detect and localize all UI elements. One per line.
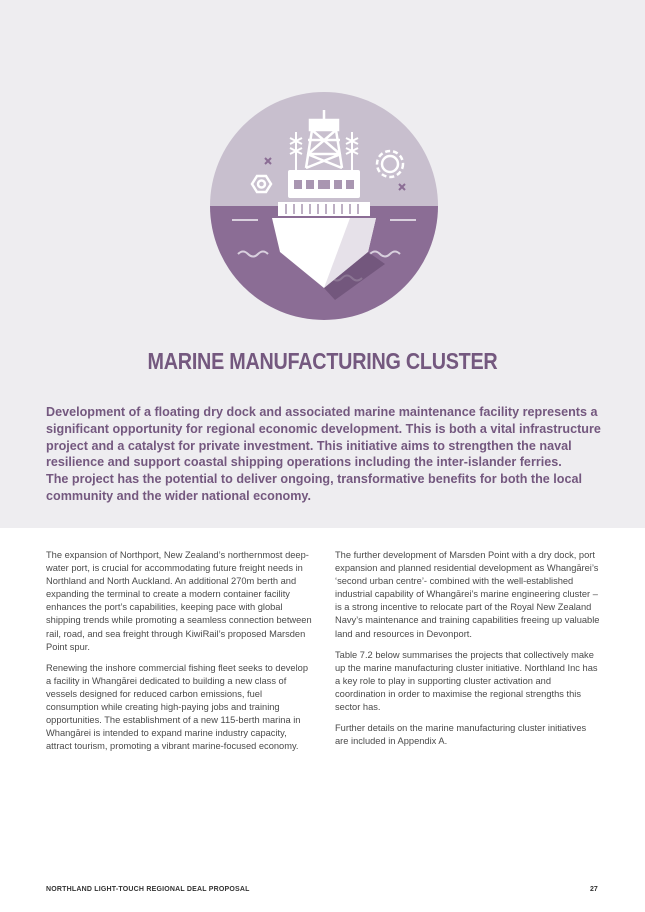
intro-paragraph: Development of a floating dry dock and associated marine maintenance facility represents a significant opportunity for regional economic development. This is both a vital infrastructure project and a catalyst for private investment. This initiative aims to strengthen the naval resilience and support coastal shipping operations including the inter-islander ferries. xyxy=(46,405,601,470)
footer-doc-title: NORTHLAND LIGHT-TOUCH REGIONAL DEAL PROPOSAL xyxy=(46,886,250,893)
left-column xyxy=(46,549,312,761)
intro-summary xyxy=(46,404,606,505)
intro-paragraph: The project has the potential to deliver ongoing, transformative benefits for both the local community and the wider national economy. xyxy=(46,472,582,503)
body-paragraph: Renewing the inshore commercial fishing fleet seeks to develop a facility in Whangārei dedicated to building a new class of vessels designed for reduced carbon emissions, fuel consumption while creating high-paying jobs and training opportunities. The establishment of a new 115-berth marina in Whangārei is intended to expand marine industry capacity, attract tourism, promoting a vibrant marine-focused economy. xyxy=(46,662,309,752)
ship-illustration xyxy=(210,92,438,320)
body-paragraph: The expansion of Northport, New Zealand’s northernmost deep-water port, is crucial for accommodating future freight needs in Northland and North Auckland. An additional 270m berth and expanding the terminal to create a modern container facility enhances the port’s capabilities, keeping pace with global shipping trends while promoting a seamless connection between rail, road, and sea freight through KiwiRail’s proposed Marsden Point spur. xyxy=(46,550,312,652)
body-paragraph: The further development of Marsden Point with a dry dock, port expansion and planned residential development as Whangārei’s ‘second urban centre’- combined with the well-established industrial capability of Whangārei’s marine engineering cluster – is a strong incentive to relocate part of the Royal New Zealand Navy’s maintenance and training capabilities freeing up valuable land and resources in Devonport. xyxy=(335,550,600,639)
footer-page-number: 27 xyxy=(590,886,598,893)
page-title: MARINE MANUFACTURING CLUSTER xyxy=(147,348,498,374)
body-paragraph: Table 7.2 below summarises the projects that collectively make up the marine manufacturing cluster initiative. Northland Inc has a key role to play in supporting cluster activation and coordination in order to maximise the regional strengths this sector has. xyxy=(335,649,598,713)
body-paragraph: Further details on the marine manufacturing cluster initiatives are included in Appendix A. xyxy=(335,723,587,747)
right-column xyxy=(335,549,601,756)
